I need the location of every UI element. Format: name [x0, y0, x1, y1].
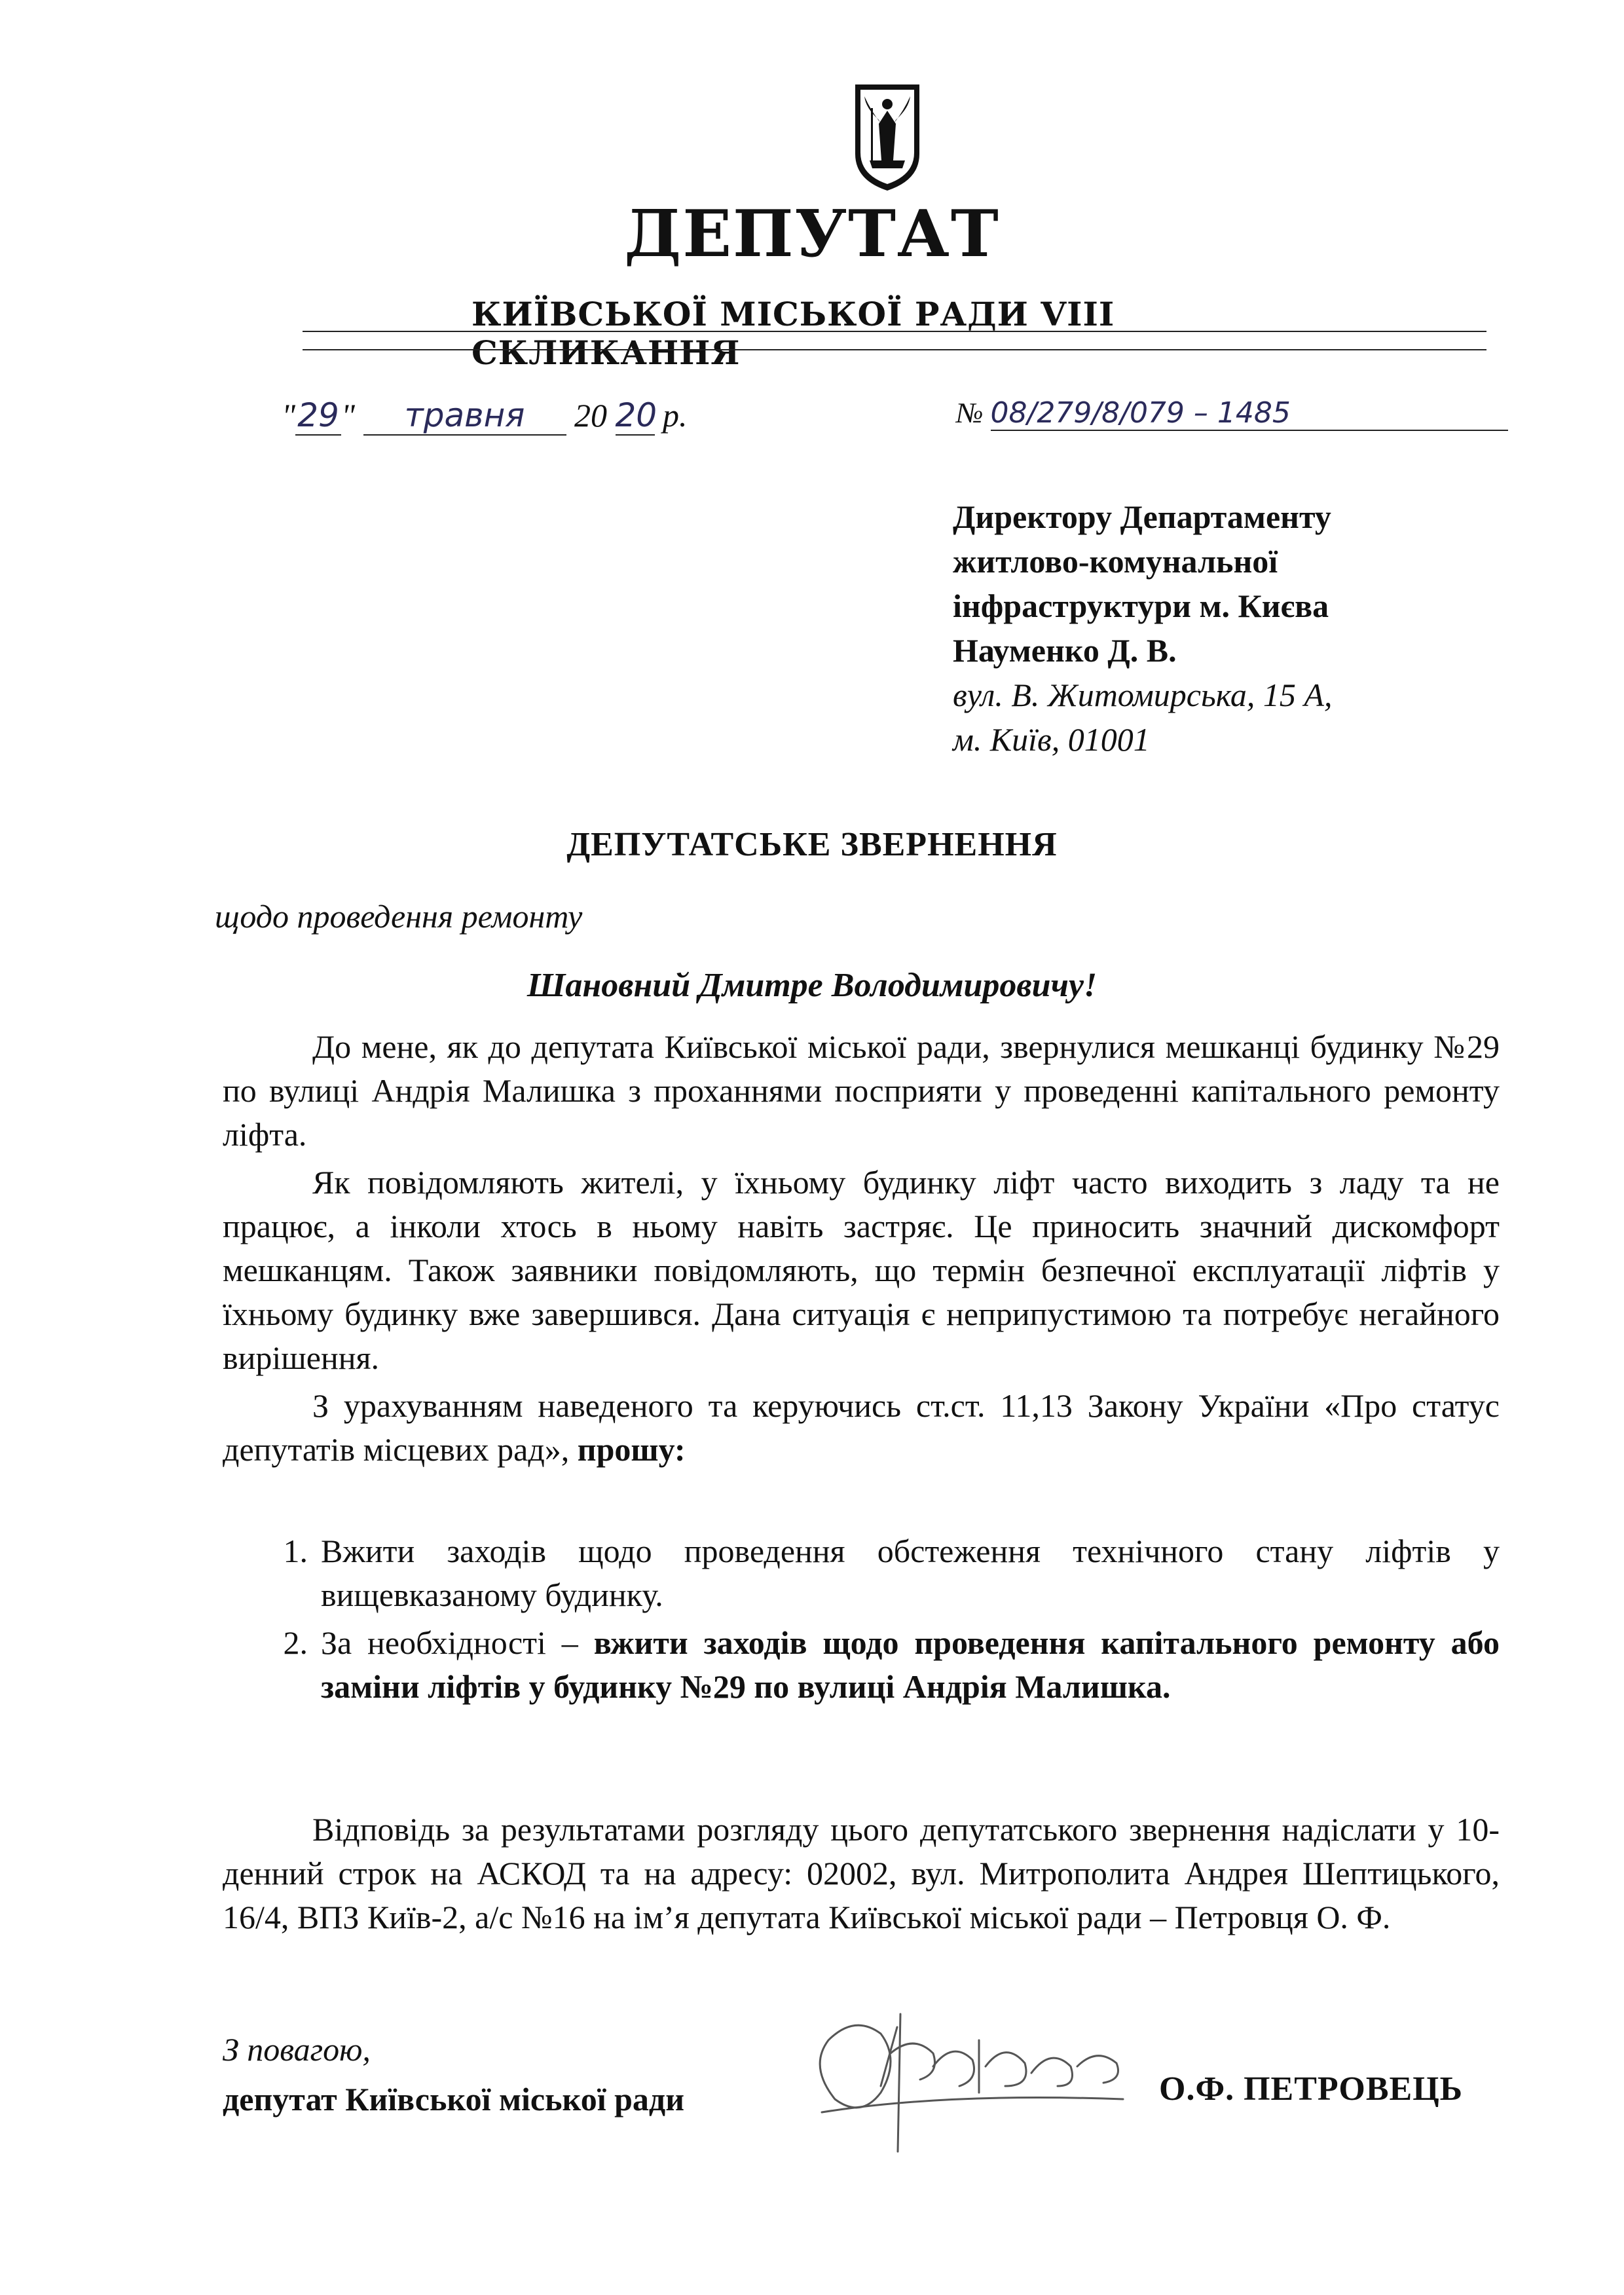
- header-divider: [303, 331, 1486, 332]
- paragraph-4: Відповідь за результатами розгляду цього депутатського звернення надіслати у 10-денний строк на АСКОД та на адресу: 02002, вул. Митрополита Андрея Шептицького, 16/4, ВПЗ Київ-2, а/с №16 на ім’я депутата Київської міської ради – Петровця О. Ф.: [223, 1811, 1500, 1935]
- date-year-prefix: 20: [574, 397, 607, 434]
- addressee-street: вул. В. Житомирська, 15 А,: [953, 677, 1333, 713]
- request-list: [255, 1529, 1500, 1709]
- body-text: [223, 1025, 1500, 1472]
- paragraph-3: З урахуванням наведеного та керуючись ст.ст. 11,13 Закону України «Про статус депутатів місцевих рад», прошу:: [223, 1387, 1500, 1468]
- council-subtitle: КИЇВСЬКОЇ МІСЬКОЇ РАДИ VIII СКЛИКАННЯ: [471, 295, 1115, 372]
- outgoing-number-value: 08/279/8/079 – 1485: [991, 396, 1508, 431]
- closing-regards: З повагою,: [223, 2031, 371, 2068]
- list-item: 2. За необхідності – вжити заходів щодо проведення капітального ремонту або заміни ліфтів у будинку №29 по вулиці Андрія Малишка.: [283, 1624, 1500, 1705]
- addressee-name: Науменко Д. В.: [953, 632, 1177, 669]
- addressee-line: інфраструктури м. Києва: [953, 588, 1329, 624]
- signer-position: депутат Київської міської ради: [223, 2081, 685, 2118]
- addressee-line: Директору Департаменту: [953, 498, 1331, 535]
- reply-paragraph: [223, 1808, 1500, 1939]
- paragraph-2: Як повідомляють жителі, у їхньому будинку ліфт часто виходить з ладу та не працює, а інколи хтось в ньому навіть застряє. Це приносить значний дискомфорт мешканцям. Також заявники повідомляють, що термін безпечної експлуатації ліфтів у їхньому будинку вже завершився. Дана ситуація є неприпустимою та потребує негайного вирішення.: [223, 1164, 1500, 1376]
- deputy-title: ДЕПУТАТ: [624, 196, 1000, 272]
- document-title: ДЕПУТАТСЬКЕ ЗВЕРНЕННЯ: [566, 826, 1058, 863]
- list-item: 1. Вжити заходів щодо проведення обстеження технічного стану ліфтів у вищевказаному будинку.: [283, 1533, 1500, 1613]
- date-month: травня: [363, 396, 566, 436]
- date-year-unit: р.: [663, 397, 688, 434]
- addressee-city: м. Київ, 01001: [953, 721, 1150, 758]
- kyiv-archangel-emblem-icon: [851, 82, 923, 193]
- letter-date: "29" травня 20 20 р.: [282, 396, 688, 434]
- addressee-block: [953, 494, 1542, 762]
- header-divider-second: [303, 349, 1486, 350]
- handwritten-signature-icon: [783, 1988, 1149, 2158]
- signer-name: О.Ф. ПЕТРОВЕЦЬ: [1159, 2070, 1464, 2108]
- outgoing-number: № 08/279/8/079 – 1485: [956, 396, 1508, 431]
- date-year-suffix: 20: [615, 396, 657, 434]
- addressee-line: житлово-комунальної: [953, 543, 1278, 580]
- date-day: 29: [295, 396, 341, 436]
- paragraph-1: До мене, як до депутата Київської міської ради, звернулися мешканці будинку №29 по вулиці Андрія Малишка з проханнями посприяти у проведенні капітального ремонту ліфта.: [223, 1028, 1500, 1153]
- document-subject: щодо проведення ремонту: [215, 898, 583, 935]
- greeting: Шановний Дмитре Володимировичу!: [526, 967, 1098, 1004]
